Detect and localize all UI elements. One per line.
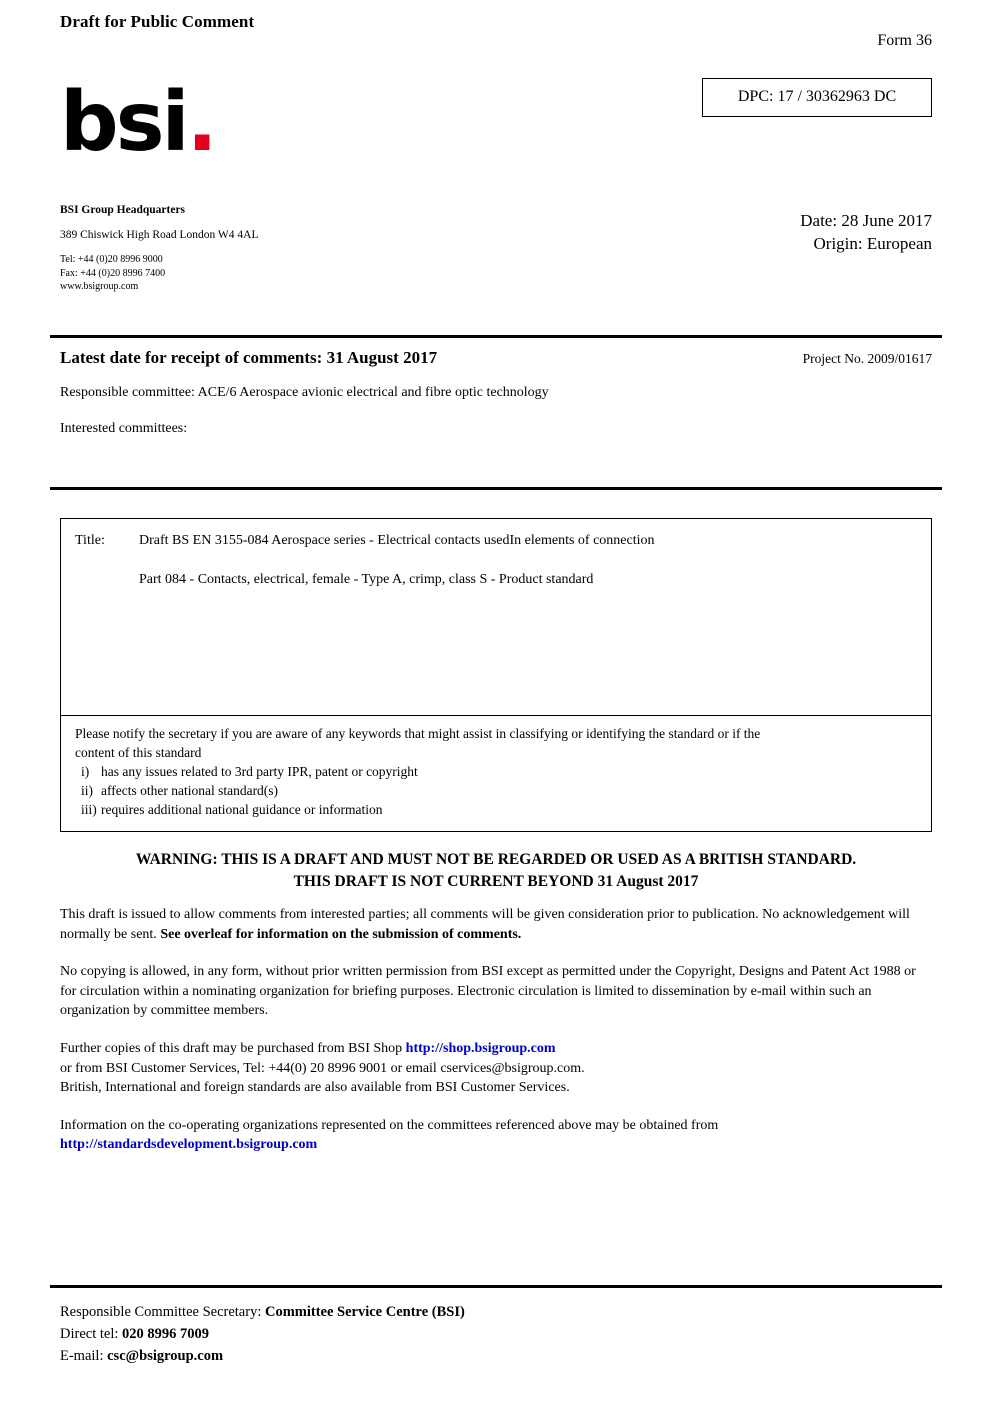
- footer-email: [60, 1346, 932, 1368]
- date-origin-block: [800, 210, 932, 256]
- footer-email-value: csc@bsigroup.com: [107, 1347, 224, 1364]
- standard-part: Part 084 - Contacts, electrical, female - Type A, crimp, class S - Product standard: [139, 572, 594, 587]
- title-label: Title:: [75, 533, 105, 548]
- list-item-text: affects other national standard(s): [101, 782, 279, 798]
- responsible-committee: Responsible committee: ACE/6 Aerospace avionic electrical and fibre optic technology: [60, 385, 549, 400]
- logo-wordmark: [60, 75, 260, 170]
- warning-line-1: WARNING: THIS IS A DRAFT AND MUST NOT BE REGARDED OR USED AS A BRITISH STANDARD.: [135, 851, 857, 868]
- address-fax: Fax: +44 (0)20 8996 7400: [60, 267, 166, 279]
- divider-band-bottom: [50, 1285, 942, 1288]
- title-box-upper: [61, 519, 931, 715]
- document-origin: Origin: European: [813, 233, 932, 253]
- address-street: 389 Chiswick High Road London W4 4AL: [60, 228, 259, 241]
- warning-line-2: THIS DRAFT IS NOT CURRENT BEYOND 31 August 2017: [293, 873, 699, 891]
- list-item-text: requires additional national guidance or information: [101, 801, 383, 817]
- page-header: [60, 0, 932, 50]
- title-box-lower: [61, 715, 931, 831]
- footer-secretary-label: Responsible Committee Secretary:: [60, 1304, 265, 1320]
- warning-notice: [60, 849, 932, 894]
- shop-link[interactable]: http://shop.bsigroup.com: [405, 1040, 556, 1056]
- comments-section: [60, 348, 932, 437]
- list-item: [75, 801, 917, 820]
- copies-line-3: British, International and foreign standards are also available from BSI Customer Services.: [60, 1080, 570, 1096]
- document-date: Date: 28 June 2017: [800, 211, 932, 230]
- logo-dot-icon: .: [186, 75, 215, 170]
- divider-band-middle: [50, 487, 942, 490]
- title-line: [75, 533, 917, 549]
- address-contact: [60, 253, 258, 294]
- paragraph-comments-text: This draft is issued to allow comments from interested parties; all comments will be given consideration prior to publication. No acknowledgement will normally be sent.: [60, 907, 910, 942]
- logo-text: bsi: [60, 75, 187, 170]
- footer-tel-value: 020 8996 7009: [122, 1325, 210, 1342]
- list-item-number: i): [81, 764, 90, 780]
- address-block: [60, 203, 258, 294]
- page-footer: [60, 1302, 932, 1367]
- copies-line-2: or from BSI Customer Services, Tel: +44(0) 20 8996 9001 or email cservices@bsigroup.com.: [60, 1060, 585, 1076]
- notify-line-2: content of this standard: [75, 744, 202, 760]
- divider-band-top: [50, 335, 942, 338]
- address-website: www.bsigroup.com: [60, 281, 139, 293]
- standard-title: Draft BS EN 3155-084 Aerospace series - Electrical contacts usedIn elements of connection: [139, 533, 655, 548]
- body-content: [60, 905, 932, 1173]
- paragraph-comments-bold: See overleaf for information on the submission of comments.: [160, 926, 522, 942]
- comments-header-row: [60, 348, 932, 368]
- latest-date-label: Latest date for receipt of comments: 31 August 2017: [60, 348, 438, 367]
- divider-thick: [50, 335, 942, 338]
- list-item: [75, 782, 917, 801]
- footer-tel: [60, 1324, 932, 1346]
- notify-items: [75, 763, 917, 819]
- footer-email-label: E-mail:: [60, 1347, 108, 1364]
- project-number: Project No. 2009/01617: [802, 351, 932, 366]
- interested-committees: Interested committees:: [60, 421, 188, 436]
- list-item: [75, 763, 917, 782]
- paragraph-copies: [60, 1039, 932, 1098]
- paragraph-cooperating: [60, 1116, 932, 1155]
- address-headquarters: BSI Group Headquarters: [60, 204, 186, 216]
- bsi-logo: [60, 75, 260, 182]
- cooperating-line-1: Information on the co-operating organizations represented on the committees referenced above may be obtained from: [60, 1117, 719, 1133]
- dpc-reference-box: DPC: 17 / 30362963 DC: [702, 78, 932, 117]
- list-item-number: ii): [81, 782, 93, 798]
- list-item-text: has any issues related to 3rd party IPR, patent or copyright: [101, 764, 418, 780]
- paragraph-copyright: No copying is allowed, in any form, without prior written permission from BSI except as permitted under the Copyright, Designs and Patent Act 1988 or for circulation within a nominating organization for briefing purposes. Electronic circulation is limited to dissemination by e-mail within such an organization by committee members.: [60, 964, 916, 1019]
- paragraph-comments: [60, 905, 932, 944]
- form-number: Form 36: [877, 32, 932, 49]
- standardsdevelopment-link[interactable]: http://standardsdevelopment.bsigroup.com: [60, 1137, 318, 1153]
- footer-secretary: [60, 1302, 932, 1324]
- title-box: [60, 518, 932, 832]
- page-title: Draft for Public Comment: [60, 12, 255, 31]
- footer-tel-label: Direct tel:: [60, 1325, 123, 1342]
- divider-thick-3: [50, 1285, 942, 1288]
- copies-line-1-text: Further copies of this draft may be purchased from BSI Shop: [60, 1040, 406, 1056]
- list-item-number: iii): [81, 801, 97, 817]
- notify-line-1: Please notify the secretary if you are aware of any keywords that might assist in classifying or identifying the standard or if the: [75, 726, 761, 741]
- divider-thick-2: [50, 487, 942, 490]
- footer-secretary-value: Committee Service Centre (BSI): [264, 1304, 465, 1320]
- address-tel: Tel: +44 (0)20 8996 9000: [60, 254, 163, 266]
